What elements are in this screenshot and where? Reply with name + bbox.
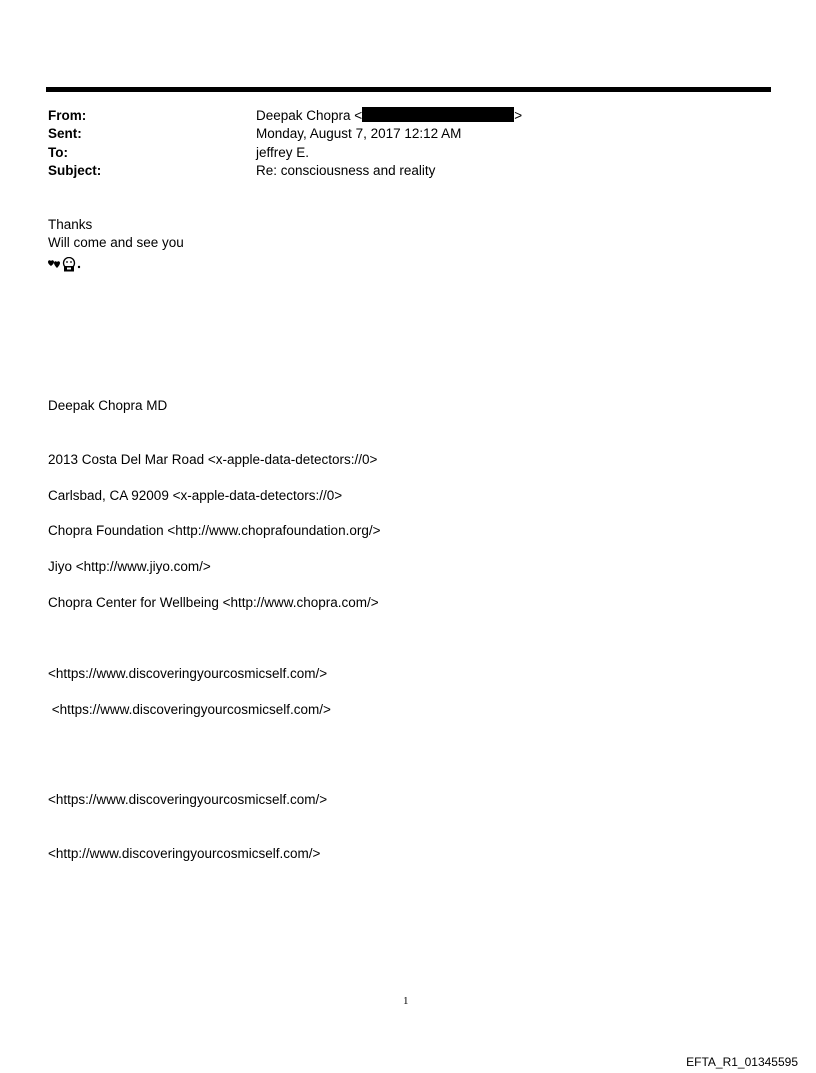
from-close: >: [514, 108, 523, 123]
from-name: Deepak Chopra <: [256, 108, 363, 123]
sent-row: [48, 125, 748, 143]
body-visit: Will come and see you: [48, 235, 184, 250]
sent-label: Sent:: [48, 126, 82, 141]
emoji-row: [48, 256, 81, 272]
signature-center-link: Chopra Center for Wellbeing <http://www.chopra.com/>: [48, 595, 379, 610]
sent-value: Monday, August 7, 2017 12:12 AM: [256, 126, 462, 141]
to-value: jeffrey E.: [256, 145, 310, 160]
from-row: [48, 107, 748, 125]
subject-row: [48, 162, 748, 180]
signature-name: Deepak Chopra MD: [48, 398, 168, 413]
cosmic-self-link-4: <http://www.discoveringyourcosmicself.com/>: [48, 846, 321, 861]
redaction-bar: [362, 107, 514, 122]
cosmic-self-link-3: <https://www.discoveringyourcosmicself.com/>: [48, 792, 328, 807]
from-value: [256, 107, 522, 125]
subject-value: Re: consciousness and reality: [256, 163, 436, 178]
to-row: [48, 144, 748, 162]
dot-icon: [77, 258, 81, 270]
signature-foundation-link: Chopra Foundation <http://www.choprafoundation.org/>: [48, 523, 381, 538]
header-divider: [46, 87, 771, 92]
signature-address-city: Carlsbad, CA 92009 <x-apple-data-detectors://0>: [48, 488, 343, 503]
to-label: To:: [48, 145, 68, 160]
subject-label: Subject:: [48, 163, 102, 178]
face-icon: [62, 257, 76, 272]
hearts-icon: [48, 259, 61, 269]
from-label: From:: [48, 108, 87, 123]
body-thanks: Thanks: [48, 217, 93, 232]
cosmic-self-link-2: <https://www.discoveringyourcosmicself.com/>: [48, 702, 331, 717]
document-id: EFTA_R1_01345595: [686, 1055, 798, 1069]
signature-jiyo-link: Jiyo <http://www.jiyo.com/>: [48, 559, 211, 574]
signature-address-street: 2013 Costa Del Mar Road <x-apple-data-detectors://0>: [48, 452, 378, 467]
cosmic-self-link-1: <https://www.discoveringyourcosmicself.com/>: [48, 666, 328, 681]
page-number: 1: [403, 995, 409, 1007]
